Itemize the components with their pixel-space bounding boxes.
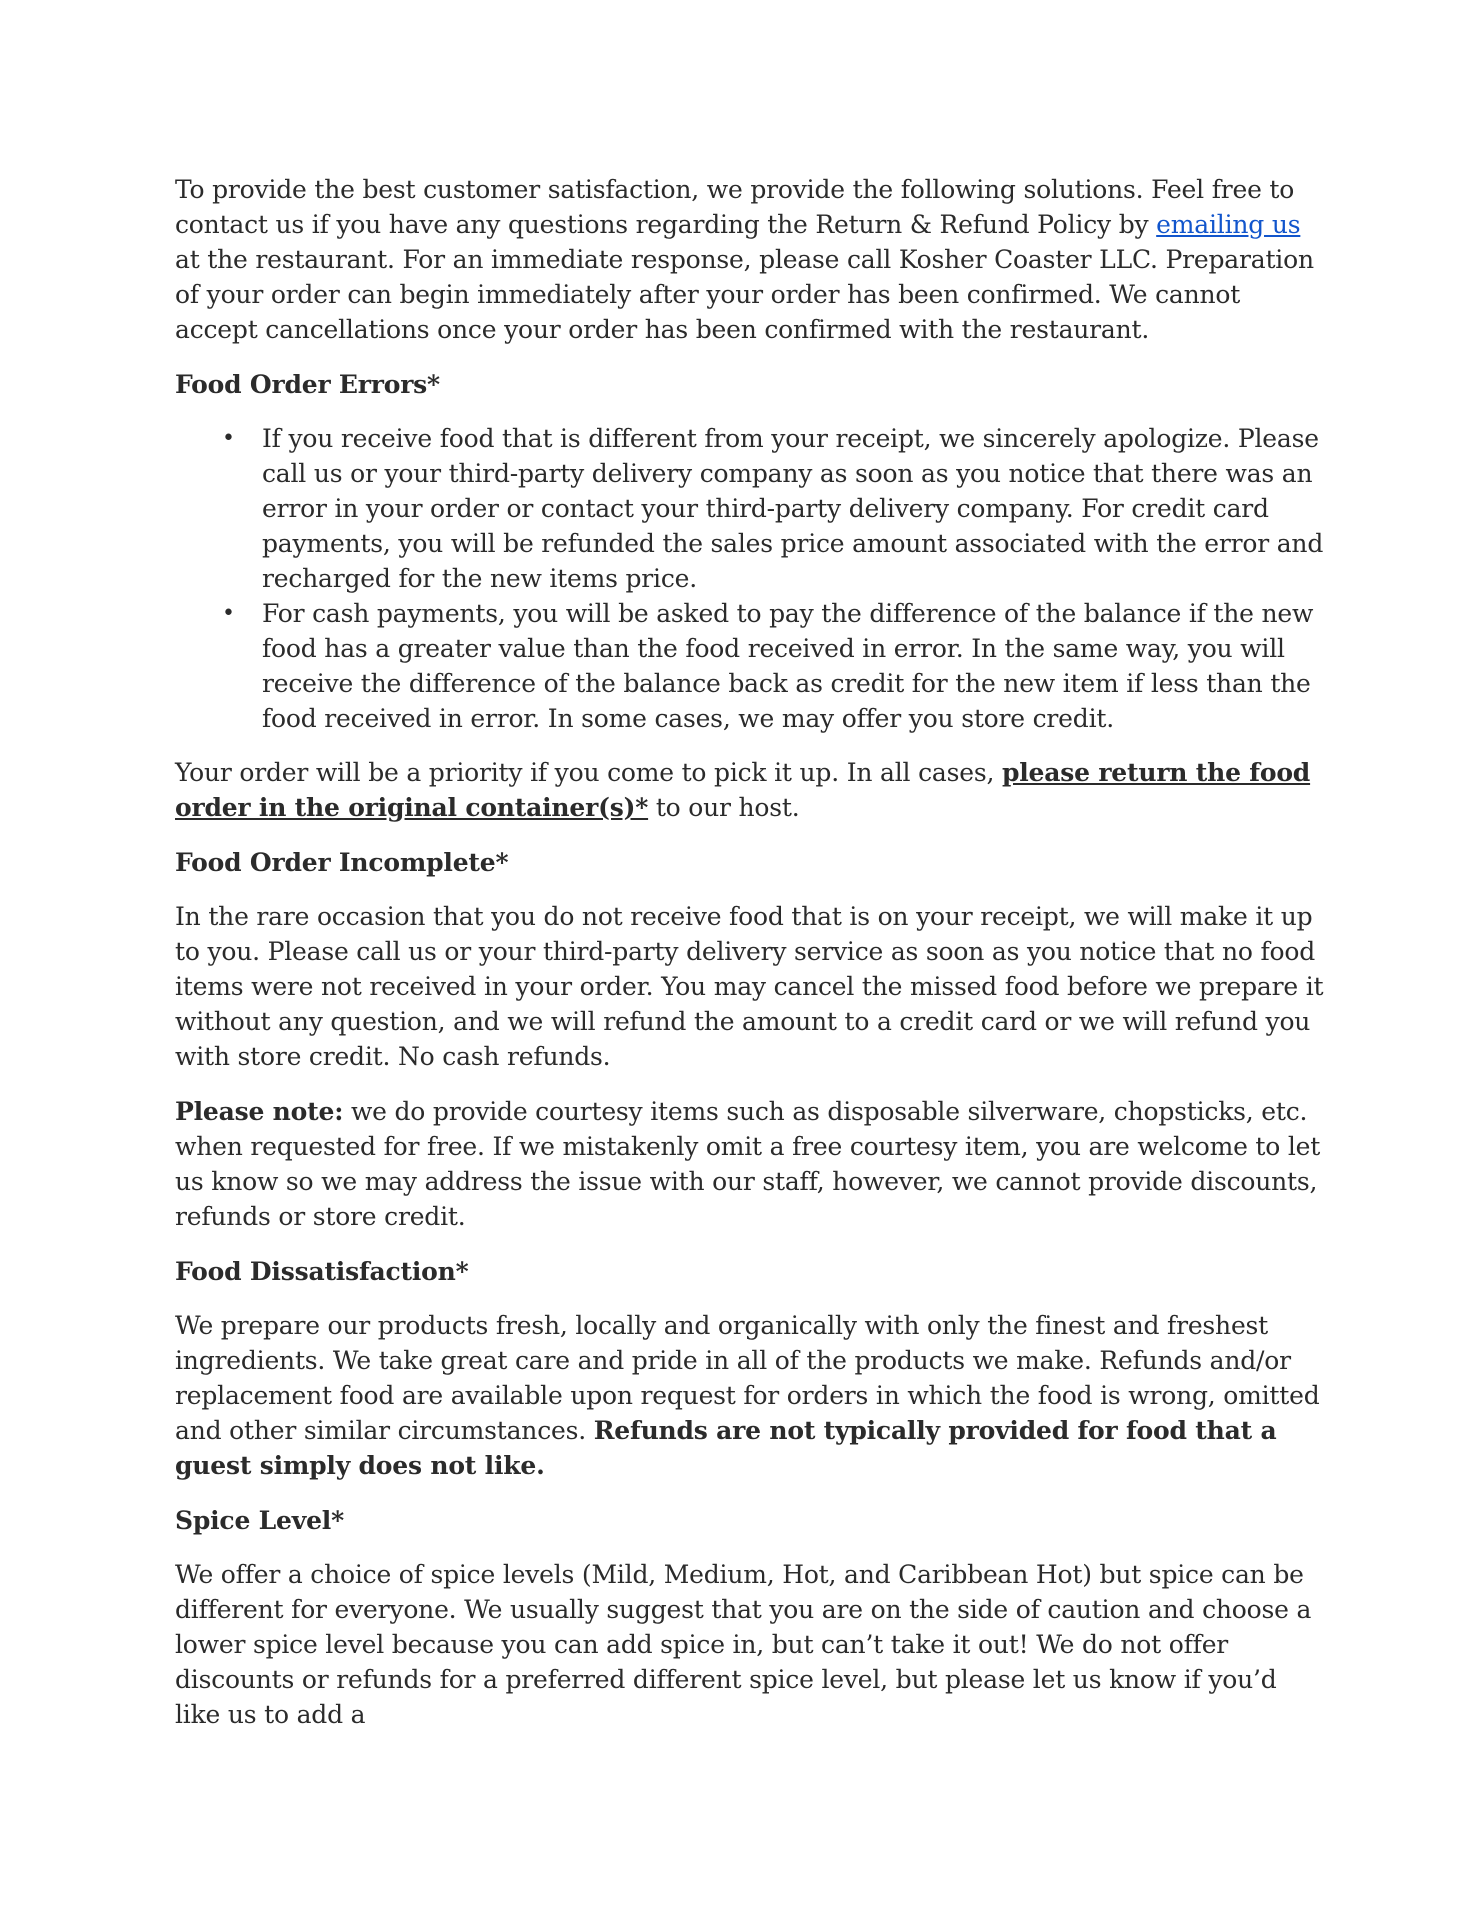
bullet-icon: • — [222, 426, 235, 451]
intro-paragraph — [175, 172, 1325, 347]
return-container-notice: please return the food order in the original container(s)* — [175, 758, 1311, 822]
priority-text-after: to our host. — [648, 793, 800, 822]
food-order-incomplete-heading: Food Order Incomplete* — [175, 848, 509, 877]
food-order-incomplete-paragraph: In the rare occasion that you do not receive food that is on your receipt, we will make it up to you. Please call us or your third-party delivery service as soon as you notice that no food items were not received in your order. You may cancel the missed food before we prepare it without any question, and we will refund the amount to a credit card or we will refund you with store credit. No cash refunds. — [175, 902, 1324, 1071]
list-item — [222, 596, 1325, 736]
food-order-errors-heading: Food Order Errors* — [175, 370, 440, 399]
priority-paragraph — [175, 755, 1325, 825]
spice-level-paragraph: We offer a choice of spice levels (Mild, Medium, Hot, and Caribbean Hot) but spice can be different for everyone. We usually suggest that you are on the side of caution and choose a lower spice level because you can add spice in, but can’t take it out! We do not offer discounts or refunds for a preferred different spice level, but please let us know if you’d like us to add a — [175, 1560, 1312, 1729]
emailing-us-link[interactable]: emailing us — [1156, 210, 1301, 239]
no-refund-notice: Refunds are not typically provided for food that a guest simply does not like. — [175, 1416, 1277, 1480]
food-dissatisfaction-text: We prepare our products fresh, locally and organically with only the finest and freshest ingredients. We take great care and pride in all of the products we make. Refunds and/or replacement food are available upon request for orders in which the food is wrong, omitted and other similar circumstances. — [175, 1311, 1320, 1445]
please-note-paragraph — [175, 1094, 1325, 1234]
food-order-errors-list — [175, 421, 1325, 736]
spice-level-heading: Spice Level* — [175, 1506, 344, 1535]
list-item-text: If you receive food that is different from your receipt, we sincerely apologize. Please call us or your third-party delivery company as soon as you notice that there was an error in your order or contact your third-party delivery company. For credit card payments, you will be refunded the sales price amount associated with the error and recharged for the new items price. — [262, 424, 1324, 593]
intro-text-after-link: at the restaurant. For an immediate response, please call Kosher Coaster LLC. Preparation of your order can begin immediately after your order has been confirmed. We cannot accept cancellations once your order has been confirmed with the restaurant. — [175, 245, 1314, 344]
list-item — [222, 421, 1325, 596]
policy-document — [175, 172, 1325, 1752]
food-dissatisfaction-paragraph — [175, 1308, 1325, 1483]
intro-text-before-link: To provide the best customer satisfaction, we provide the following solutions. Feel free to contact us if you have any questions regarding the Return & Refund Policy by — [175, 175, 1295, 239]
list-item-text: For cash payments, you will be asked to pay the difference of the balance if the new food has a greater value than the food received in error. In the same way, you will receive the difference of the balance back as credit for the new item if less than the food received in error. In some cases, we may offer you store credit. — [262, 599, 1314, 733]
bullet-icon: • — [222, 601, 235, 626]
please-note-text: we do provide courtesy items such as disposable silverware, chopsticks, etc. when requested for free. If we mistakenly omit a free courtesy item, you are welcome to let us know so we may address the issue with our staff, however, we cannot provide discounts, refunds or store credit. — [175, 1097, 1321, 1231]
please-note-label: Please note: — [175, 1097, 344, 1126]
priority-text-before: Your order will be a priority if you come to pick it up. In all cases, — [175, 758, 1002, 787]
food-dissatisfaction-heading: Food Dissatisfaction* — [175, 1257, 469, 1286]
